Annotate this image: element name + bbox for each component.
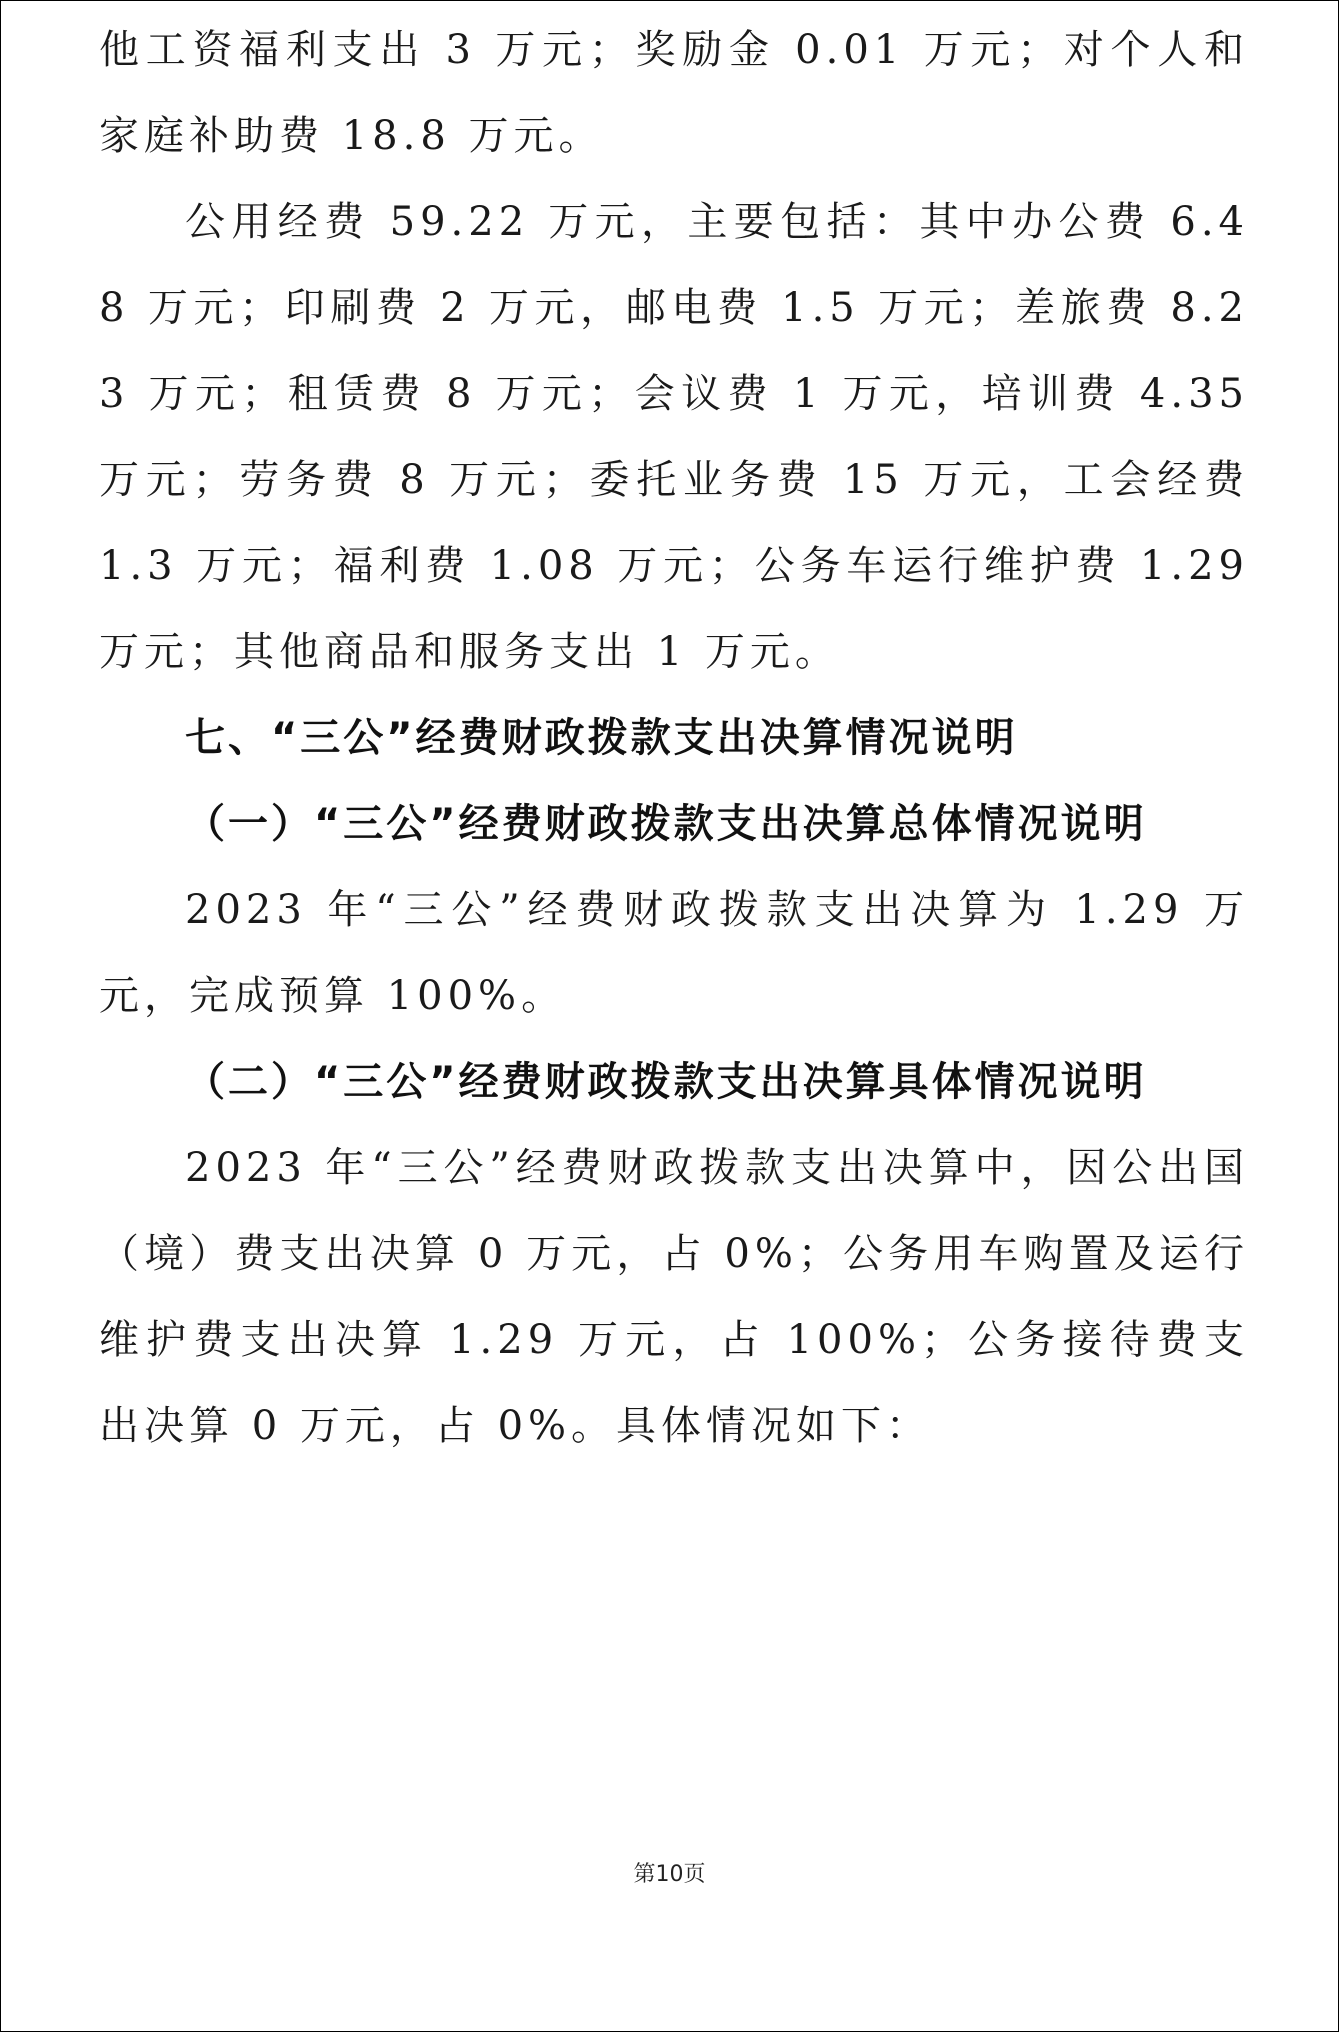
document-body [99,7,1249,1469]
subsection-heading-specific: （二）“三公”经费财政拨款支出决算具体情况说明 [185,1059,1147,1105]
page-number: 第10页 [633,1862,706,1887]
paragraph-public-expenses: 公用经费 59.22 万元，主要包括：其中办公费 6.48 万元；印刷费 2 万元，邮电费 1.5 万元；差旅费 8.23 万元；租赁费 8 万元；会议费 1 万元，培训费 4.35 万元；劳务费 8 万元；委托业务费 15 万元，工会经费 1.3 万元；福利费 1.08 万元；公务车运行维护费 1.29 万元；其他商品和服务支出 1 万元。 [99,199,1249,675]
paragraph-wages-continued: 他工资福利支出 3 万元；奖励金 0.01 万元；对个人和家庭补助费 18.8 万元。 [99,27,1249,159]
subsection-heading-overall: （一）“三公”经费财政拨款支出决算总体情况说明 [185,801,1147,847]
section-heading-three-public: 七、“三公”经费财政拨款支出决算情况说明 [185,715,1018,761]
paragraph-overall: 2023 年“三公”经费财政拨款支出决算为 1.29 万元，完成预算 100%。 [99,887,1249,1019]
paragraph-specific: 2023 年“三公”经费财政拨款支出决算中，因公出国（境）费支出决算 0 万元，占 0%；公务用车购置及运行维护费支出决算 1.29 万元，占 100%；公务接待费支出决算 0 万元，占 0%。具体情况如下： [99,1145,1249,1449]
